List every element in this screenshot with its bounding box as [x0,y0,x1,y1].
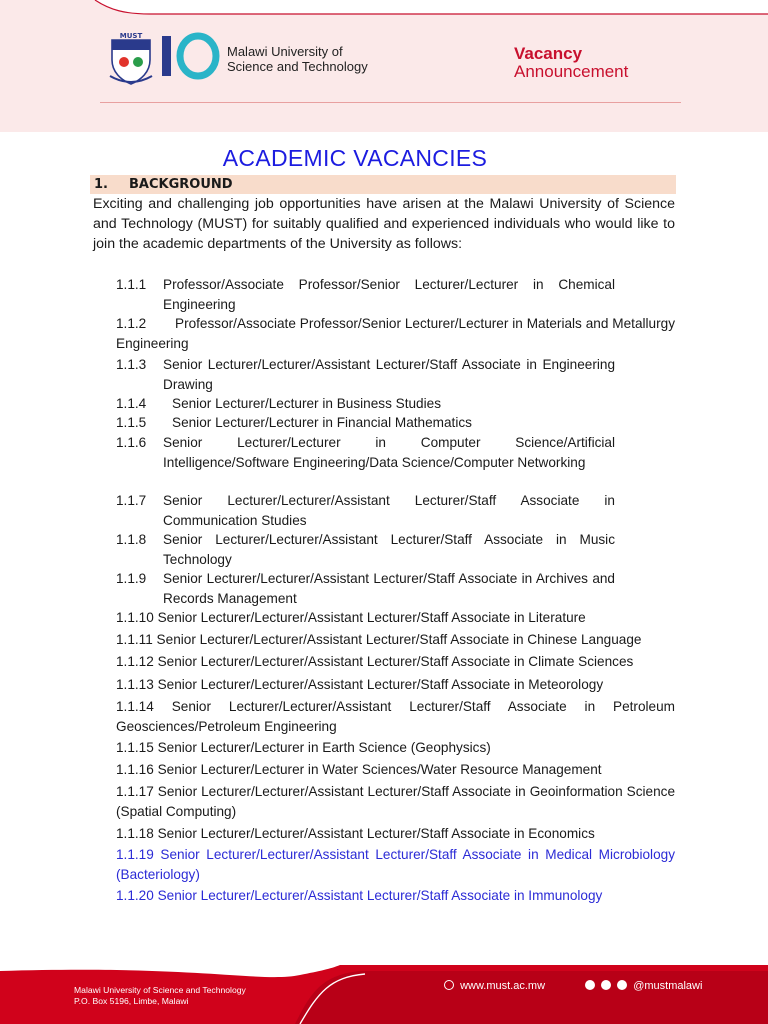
list-item-number: 1.1.5 [116,415,147,430]
footer-website[interactable] [444,980,545,992]
must-crest-logo [106,30,156,86]
list-item-text: Senior Lecturer/Lecturer/Assistant Lecturer/Staff Associate in Engineering Drawing [163,357,615,392]
list-item: 1.1.15 Senior Lecturer/Lecturer in Earth Science (Geophysics) [116,740,491,755]
crest-text: MUST [119,32,143,40]
list-item-text: Senior Lecturer/Lecturer/Assistant Lecturer/Staff Associate in Communication Studies [163,493,615,528]
list-item-number: 1.1.8 [116,532,147,547]
vacancy-title: Vacancy [514,44,583,63]
list-item-text: Senior Lecturer/Lecturer in Business Studies [172,396,441,411]
list-item-number: 1.1.4 [116,396,147,411]
linkedin-icon[interactable] [601,980,611,990]
list-item-highlighted: 1.1.20 Senior Lecturer/Lecturer/Assistant Lecturer/Staff Associate in Immunology [116,888,603,903]
list-item: 1.1.14 Senior Lecturer/Lecturer/Assistant Lecturer/Staff Associate in Petroleum Geosciences/Petroleum Engineering [116,699,675,734]
vacancy-subtitle: Announcement [514,62,629,81]
header-divider [100,102,681,103]
list-item: 1.1.11 Senior Lecturer/Lecturer/Assistant Lecturer/Staff Associate in Chinese Language [116,632,642,647]
footer-address [74,985,246,1007]
list-item-number: 1.1.1 [116,277,147,292]
list-item: 1.1.18 Senior Lecturer/Lecturer/Assistant Lecturer/Staff Associate in Economics [116,826,595,841]
section-number: 1. [94,177,108,192]
section-heading: BACKGROUND [129,177,233,192]
list-item-number: 1.1.9 [116,571,147,586]
list-item: 1.1.16 Senior Lecturer/Lecturer in Water Sciences/Water Resource Management [116,762,602,777]
website-link[interactable]: www.must.ac.mw [460,980,546,992]
footer-address-line1: Malawi University of Science and Technology [74,985,246,995]
university-name-line1: Malawi University of [227,44,343,59]
list-item-number: 1.1.2 [116,316,147,331]
list-item-text: Senior Lecturer/Lecturer in Financial Mathematics [172,415,472,430]
list-item-text: Professor/Associate Professor/Senior Lecturer/Lecturer in Materials and Metallurgy Engineering [116,316,675,351]
globe-icon [444,980,454,990]
x-icon[interactable] [617,980,627,990]
facebook-icon[interactable] [585,980,595,990]
footer-address-line2: P.O. Box 5196, Limbe, Malawi [74,996,189,1006]
list-item-text: Senior Lecturer/Lecturer/Assistant Lecturer/Staff Associate in Music Technology [163,532,615,567]
list-item-text: Senior Lecturer/Lecturer in Computer Science/Artificial Intelligence/Software Engineering/Data Science/Computer Networking [163,435,615,470]
ten-years-logo [160,32,220,82]
university-name-line2: Science and Technology [227,59,368,74]
list-item-highlighted: 1.1.19 Senior Lecturer/Lecturer/Assistant Lecturer/Staff Associate in Medical Microbiology (Bacteriology) [116,847,675,882]
list-item [116,314,675,354]
intro-paragraph: Exciting and challenging job opportunities have arisen at the Malawi University of Science and Technology (MUST) for suitably qualified and experienced individuals who would like to join the academic departments of the University as follows: [93,196,675,252]
list-item: 1.1.10 Senior Lecturer/Lecturer/Assistant Lecturer/Staff Associate in Literature [116,610,586,625]
list-item-number: 1.1.3 [116,357,147,372]
document-title: ACADEMIC VACANCIES [222,145,488,171]
list-item-text: Senior Lecturer/Lecturer/Assistant Lecturer/Staff Associate in Archives and Records Management [163,571,615,606]
list-item-number: 1.1.7 [116,493,147,508]
university-name [227,44,368,74]
list-item-text: Professor/Associate Professor/Senior Lecturer/Lecturer in Chemical Engineering [163,277,615,312]
social-handle[interactable]: @mustmalawi [633,980,703,992]
page-header [0,0,768,132]
list-item: 1.1.12 Senior Lecturer/Lecturer/Assistant Lecturer/Staff Associate in Climate Sciences [116,654,634,669]
list-item: 1.1.13 Senior Lecturer/Lecturer/Assistant Lecturer/Staff Associate in Meteorology [116,677,604,692]
list-item: 1.1.17 Senior Lecturer/Lecturer/Assistant Lecturer/Staff Associate in Geoinformation Science (Spatial Computing) [116,784,675,819]
list-item-number: 1.1.6 [116,435,147,450]
footer-social[interactable] [585,980,702,992]
